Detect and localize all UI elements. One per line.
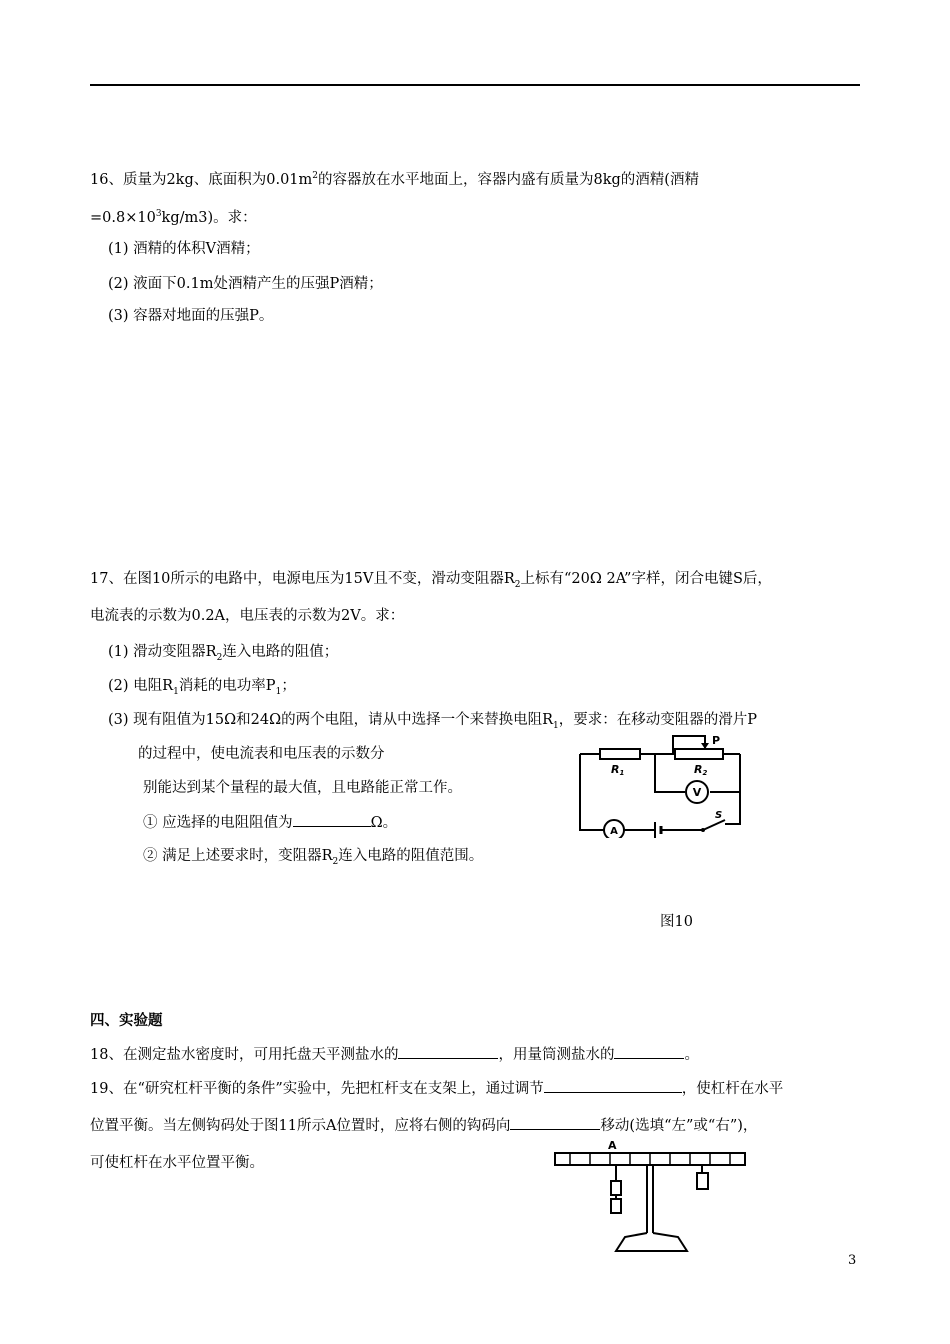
r1-label: R1: [611, 763, 625, 777]
q17-sub-2: (2) 电阻$R_1$消耗的电功率$P_1$；: [108, 678, 296, 697]
q17-sub-3-line-3: 别能达到某个量程的最大值，且电路能正常工作。: [143, 780, 462, 796]
q16-line-1: 16、质量为2kg、底面积为$0.01m^2$的容器放在水平地面上，容器内盛有质量为8kg的酒精(酒精: [90, 171, 699, 188]
r2-label: R2: [694, 763, 708, 777]
a-label: A: [610, 826, 618, 837]
left-weights: [611, 1165, 621, 1213]
switch-pivot: [701, 828, 705, 832]
q19-answer-blank-1[interactable]: [544, 1078, 682, 1093]
resistor-r1: [600, 749, 640, 759]
q17-line-2: 电流表的示数为0.2A，电压表的示数为2V。求：: [90, 608, 405, 624]
q17-answer-blank-1[interactable]: [293, 812, 371, 827]
q19-line-2: 位置平衡。当左侧钩码处于图11所示A位置时，应将右侧的钩码向 移动(选填“左”或“右”)，: [90, 1115, 757, 1136]
header-rule: [90, 84, 860, 86]
circuit-diagram: [575, 728, 750, 838]
section-heading: 四、实验题: [90, 1013, 163, 1029]
s-label: S: [715, 810, 723, 821]
q19-line-1: 19、在“研究杠杆平衡的条件”实验中，先把杠杆支在支架上，通过调节 ，使杠杆在水平: [90, 1078, 783, 1099]
q18-answer-blank-2[interactable]: [614, 1044, 684, 1059]
p-label: P: [712, 734, 721, 747]
q16-sub-3: (3) 容器对地面的压强P。: [108, 308, 274, 324]
q17-sub-3: (3) 现有阻值为15Ω和24Ω的两个电阻，请从中选择一个来替换电阻$R_1$，要求：在移动变阻器的滑片P: [108, 712, 758, 731]
q16-sub-1: (1) 酒精的体积V酒精；: [108, 241, 260, 257]
lever-diagram: [550, 1133, 750, 1255]
q17-sub-3-line-2: 的过程中，使电流表和电压表的示数分: [138, 746, 385, 762]
q19-answer-blank-2[interactable]: [510, 1115, 600, 1130]
v-label: V: [692, 786, 702, 799]
q17-line-1: 17、在图10所示的电路中，电源电压为15V且不变，滑动变阻器$R_2$上标有“20Ω 2A”字样，闭合电键S后，: [90, 571, 772, 590]
q16-sub-2: (2) 液面下0.1m处酒精产生的压强P酒精；: [108, 276, 383, 292]
q16-line-2: $=0.8\times 10^3kg/m3$)。求：: [90, 209, 257, 226]
lever-stand: [616, 1165, 687, 1251]
q17-item-2: ② 满足上述要求时，变阻器$R_2$连入电路的阻值范围。: [143, 848, 484, 867]
q17-item-1: ① 应选择的电阻阻值为 Ω。: [143, 812, 397, 833]
resistor-r2: [675, 749, 723, 759]
right-weights: [697, 1165, 708, 1189]
lever-a-label: A: [608, 1139, 617, 1152]
page-number: 3: [848, 1253, 857, 1268]
q18-line: 18、在测定盐水密度时，可用托盘天平测盐水的 ，用量筒测盐水的 。: [90, 1044, 699, 1065]
q17-sub-1: (1) 滑动变阻器$R_2$连入电路的阻值；: [108, 644, 339, 663]
q19-line-3: 可使杠杆在水平位置平衡。: [90, 1155, 264, 1171]
q18-answer-blank-1[interactable]: [398, 1044, 498, 1059]
figure-10-caption: 图10: [660, 914, 693, 930]
switch: [703, 820, 725, 830]
